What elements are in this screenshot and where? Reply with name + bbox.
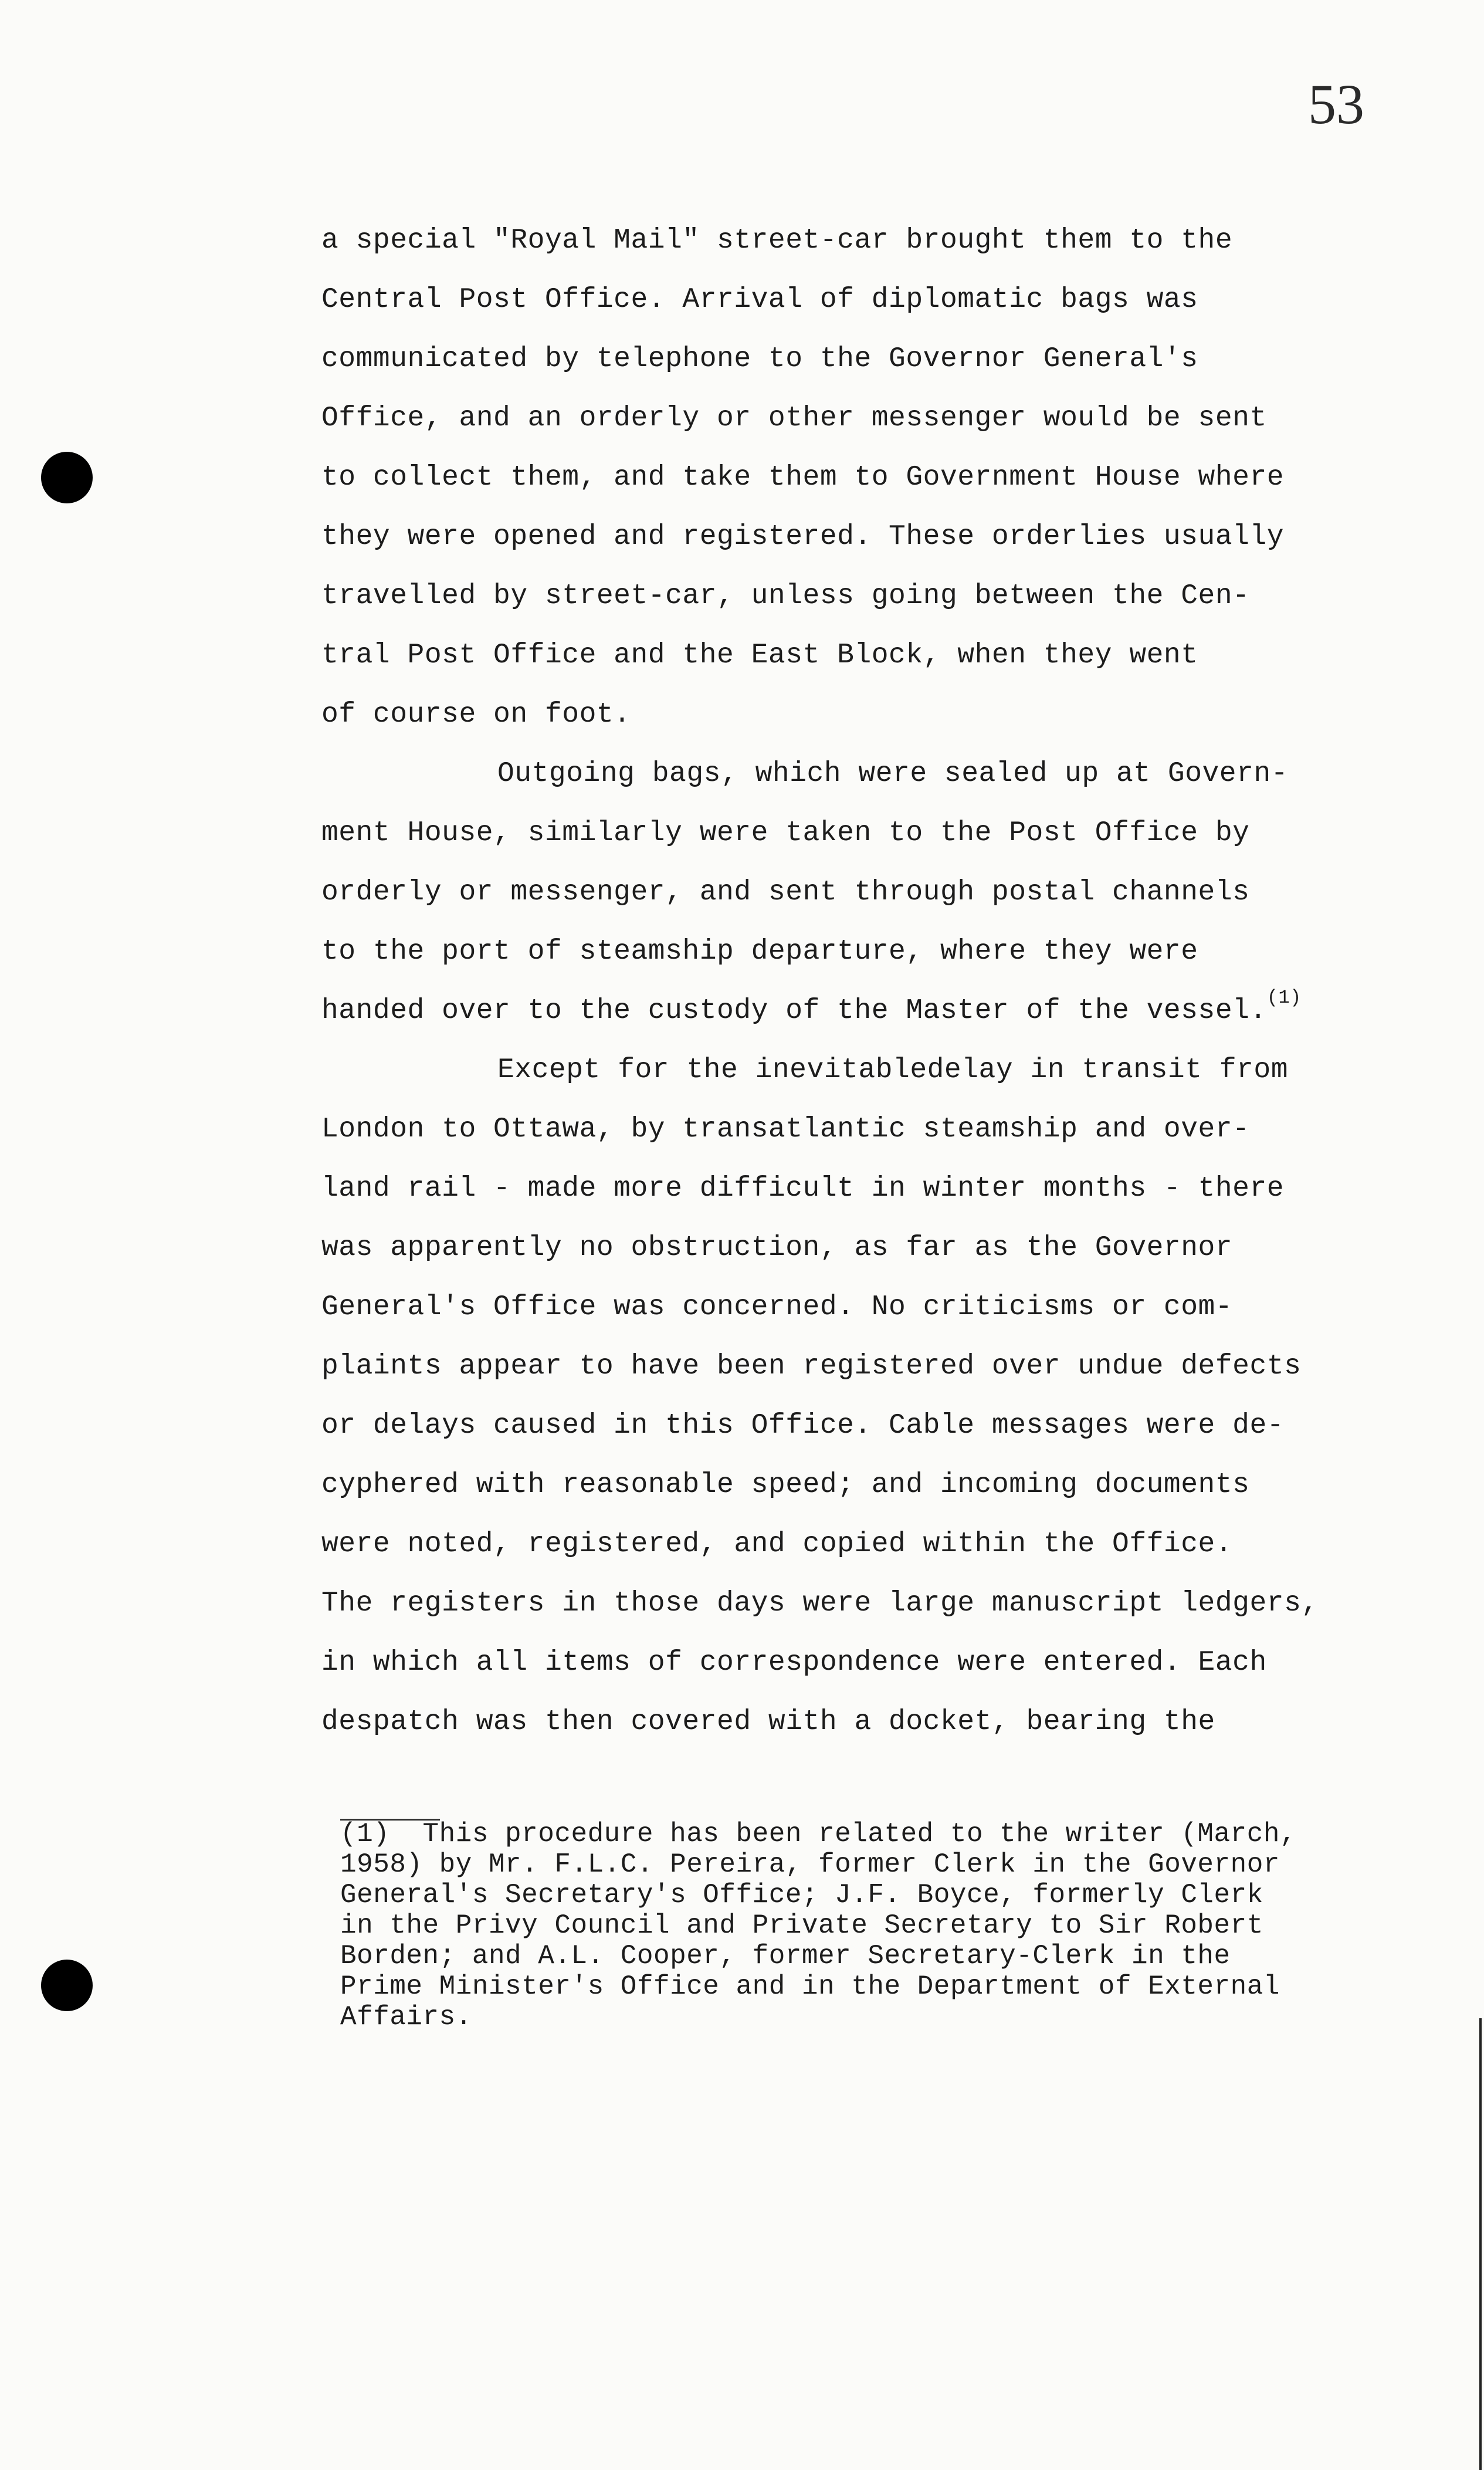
body-line-text: General's Office was concerned. No criticisms or com-: [321, 1291, 1233, 1323]
punch-hole-top: [41, 452, 93, 503]
body-line: [321, 626, 1401, 685]
footnote-line: Prime Minister's Office and in the Department of External: [340, 1971, 1280, 2002]
body-line: [321, 804, 1401, 863]
body-line: [321, 1159, 1401, 1219]
body-line-text: or delays caused in this Office. Cable messages were de-: [321, 1410, 1285, 1442]
body-line-text: Except for the inevitabledelay in transit from: [497, 1054, 1289, 1086]
body-line-text: plaints appear to have been registered over undue defects: [321, 1351, 1302, 1382]
body-line-text: travelled by street-car, unless going between the Cen-: [321, 580, 1250, 612]
body-line: [321, 982, 1401, 1041]
body-line: [321, 1633, 1401, 1693]
footnote: [340, 1819, 1425, 2032]
body-line: [321, 448, 1401, 507]
body-line: [321, 1574, 1401, 1633]
body-line: [321, 1041, 1401, 1100]
footnote-line: (1) This procedure has been related to the writer (March,: [340, 1819, 1297, 1849]
body-line-text: to the port of steamship departure, where they were: [321, 936, 1198, 967]
body-line: [321, 922, 1401, 982]
body-line-text: Office, and an orderly or other messenger would be sent: [321, 402, 1267, 434]
body-line: [321, 1396, 1401, 1456]
body-line: [321, 389, 1401, 448]
body-line: [321, 211, 1401, 270]
body-line: [321, 330, 1401, 389]
punch-hole-bottom: [41, 1960, 93, 2011]
body-line-text: The registers in those days were large manuscript ledgers,: [321, 1588, 1319, 1619]
footnote-line: Borden; and A.L. Cooper, former Secretary-Clerk in the: [340, 1941, 1231, 1971]
footnote-line: General's Secretary's Office; J.F. Boyce, formerly Clerk: [340, 1880, 1263, 1910]
body-line: [321, 567, 1401, 626]
body-line-text: were noted, registered, and copied within the Office.: [321, 1528, 1233, 1560]
body-line: [321, 1456, 1401, 1515]
footnote-line: in the Privy Council and Private Secretary to Sir Robert: [340, 1910, 1263, 1941]
body-line-text: communicated by telephone to the Governor General's: [321, 343, 1198, 375]
body-line: [321, 1278, 1401, 1337]
body-text: [321, 211, 1401, 1752]
body-line-text: despatch was then covered with a docket, bearing the: [321, 1706, 1215, 1738]
body-line-text: London to Ottawa, by transatlantic steamship and over-: [321, 1114, 1250, 1145]
body-line: [321, 1515, 1401, 1574]
page-number: 53: [1308, 73, 1364, 136]
body-line-text: tral Post Office and the East Block, when they went: [321, 640, 1198, 671]
body-line-text: Outgoing bags, which were sealed up at Govern-: [497, 758, 1289, 790]
binding-edge: [1479, 2018, 1482, 2470]
body-line-text: to collect them, and take them to Government House where: [321, 462, 1285, 493]
footnote-line: 1958) by Mr. F.L.C. Pereira, former Clerk in the Governor: [340, 1849, 1280, 1880]
body-line: [321, 507, 1401, 567]
body-line-text: orderly or messenger, and sent through postal channels: [321, 877, 1250, 908]
footnote-reference: (1): [1266, 987, 1302, 1009]
body-line: [321, 863, 1401, 922]
body-line: [321, 270, 1401, 330]
body-line-text: handed over to the custody of the Master of the vessel.: [321, 995, 1267, 1027]
body-line-text: in which all items of correspondence were entered. Each: [321, 1647, 1267, 1679]
body-line: [321, 685, 1401, 745]
body-line-text: of course on foot.: [321, 699, 631, 730]
body-line-text: ment House, similarly were taken to the Post Office by: [321, 817, 1250, 849]
body-line-text: land rail - made more difficult in winter months - there: [321, 1173, 1285, 1204]
body-line: [321, 745, 1401, 804]
body-line-text: was apparently no obstruction, as far as the Governor: [321, 1232, 1233, 1264]
body-line-text: a special "Royal Mail" street-car brought them to the: [321, 225, 1233, 256]
body-line: [321, 1693, 1401, 1752]
body-line: [321, 1219, 1401, 1278]
body-line: [321, 1337, 1401, 1396]
body-line: [321, 1100, 1401, 1159]
footnote-line: Affairs.: [340, 2002, 472, 2032]
body-line-text: cyphered with reasonable speed; and incoming documents: [321, 1469, 1250, 1501]
body-line-text: they were opened and registered. These orderlies usually: [321, 521, 1285, 553]
body-line-text: Central Post Office. Arrival of diplomatic bags was: [321, 284, 1198, 316]
